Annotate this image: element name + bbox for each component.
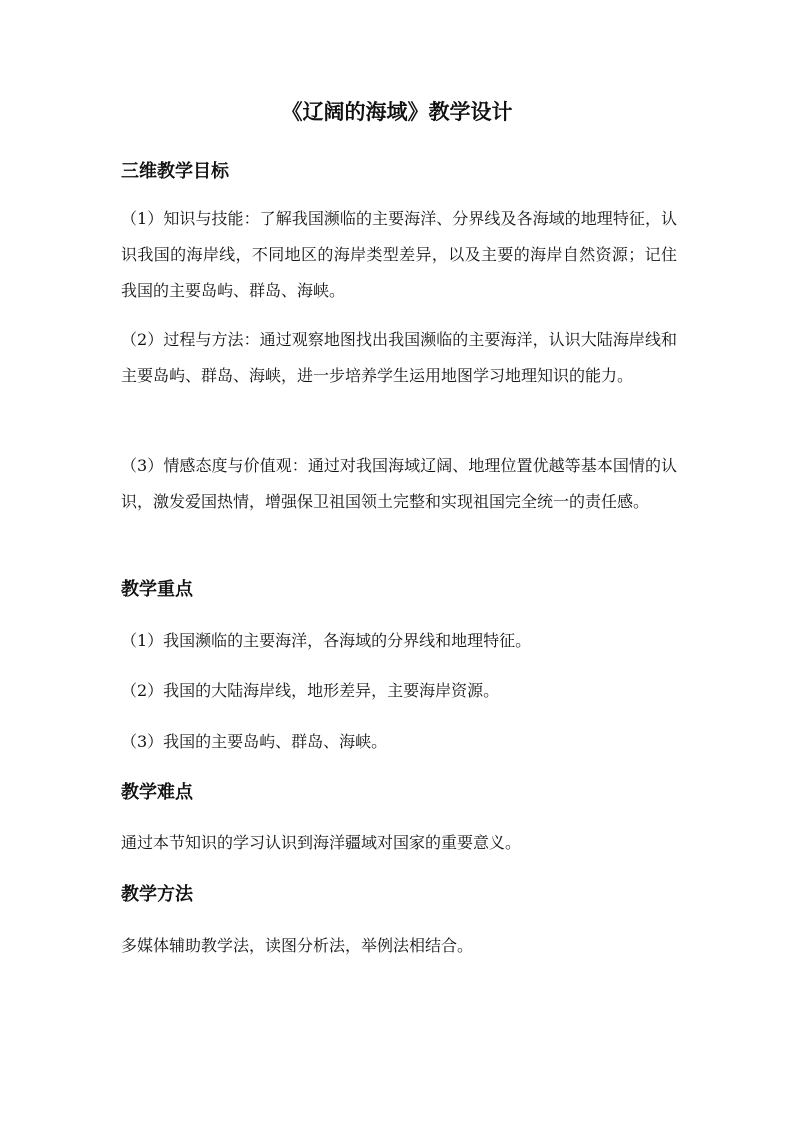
section-heading-methods: 教学方法	[121, 884, 193, 905]
section-heading-objectives: 三维教学目标	[121, 161, 229, 182]
key-point-item-1: （1）我国濒临的主要海洋，各海域的分界线和地理特征。	[121, 631, 532, 650]
methods-text: 多媒体辅助教学法，读图分析法，举例法相结合。	[121, 936, 474, 955]
objective-item-3: （3）情感态度与价值观：通过对我国海域辽阔、地理位置优越等基本国情的认识，激发爱国热情，增强保卫祖国领土完整和实现祖国完全统一的责任感。	[121, 456, 677, 511]
objective-item-2: （2）过程与方法：通过观察地图找出我国濒临的主要海洋，认识大陆海岸线和主要岛屿、群岛、海峡，进一步培养学生运用地图学习地理知识的能力。	[121, 330, 677, 385]
section-heading-difficulties: 教学难点	[121, 782, 193, 803]
key-point-item-3: （3）我国的主要岛屿、群岛、海峡。	[121, 732, 388, 751]
section-heading-key-points: 教学重点	[121, 579, 193, 600]
document-title: 《辽阔的海域》教学设计	[281, 100, 513, 124]
key-point-item-2: （2）我国的大陆海岸线，地形差异，主要海岸资源。	[121, 681, 500, 700]
objective-item-1: （1）知识与技能：了解我国濒临的主要海洋、分界线及各海域的地理特征，认识我国的海岸线，不同地区的海岸类型差异，以及主要的海岸自然资源；记住我国的主要岛屿、群岛、海峡。	[121, 209, 677, 300]
difficulties-text: 通过本节知识的学习认识到海洋疆域对国家的重要意义。	[121, 833, 522, 852]
